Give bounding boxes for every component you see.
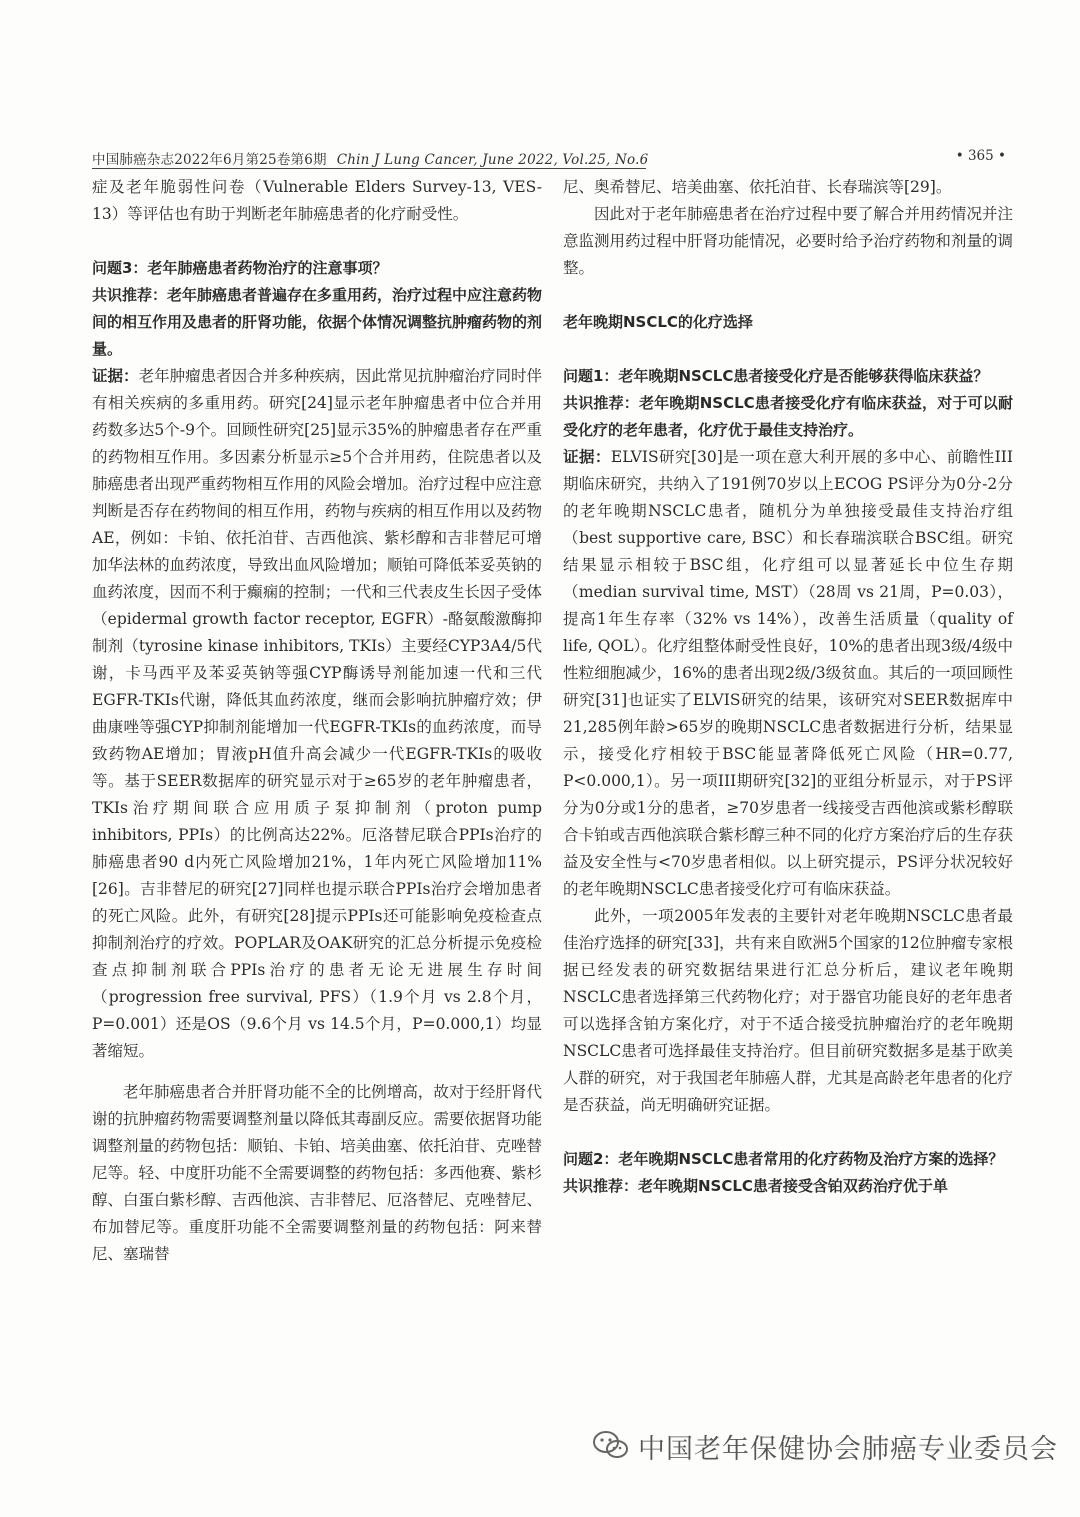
paragraph-therefore: 因此对于老年肺癌患者在治疗过程中要了解合并用药情况并注意监测用药过程中肝肾功能情况，必要时给予治疗药物和剂量的调整。 <box>563 205 1013 277</box>
running-header <box>92 148 1006 168</box>
paragraph-liver-kidney: 老年肺癌患者合并肝肾功能不全的比例增高，故对于经肝肾代谢的抗肿瘤药物需要调整剂量以降低其毒副反应。需要依据肾功能调整剂量的药物包括：顺铂、卡铂、培美曲塞、依托泊苷、克唑替尼等。轻、中度肝功能不全需要调整的药物包括：多西他赛、紫杉醇、白蛋白紫杉醇、吉西他滨、吉非替尼、厄洛替尼、克唑替尼、布加替尼等。重度肝功能不全需要调整剂量的药物包括：阿来替尼、塞瑞替 <box>92 1083 542 1263</box>
spacer <box>563 336 1013 363</box>
right-column <box>563 174 1013 1200</box>
paragraph-2005-study: 此外，一项2005年发表的主要针对老年晚期NSCLC患者最佳治疗选择的研究[33]，共有来自欧洲5个国家的12位肿瘤专家根据已经发表的研究数据结果进行汇总分析后，建议老年晚期NSCLC患者选择第三代药物化疗；对于器官功能良好的老年患者可以选择含铂方案化疗，对于不适合接受抗肿瘤治疗的老年晚期NSCLC患者可选择最佳支持治疗。但目前研究数据多是基于欧美人群的研究，对于我国老年肺癌人群，尤其是高龄老年患者的化疗是否获益，尚无明确研究证据。 <box>563 907 1013 1114</box>
question-2-consensus: 共识推荐：老年晚期NSCLC患者接受含铂双药治疗优于单 <box>563 1177 948 1195</box>
question-3-consensus: 共识推荐：老年肺癌患者普遍存在多重用药，治疗过程中应注意药物间的相互作用及患者的肝肾功能，依据个体情况调整抗肿瘤药物的剂量。 <box>92 286 543 358</box>
paragraph-ves13: 症及老年脆弱性问卷（Vulnerable Elders Survey-13, VES-13）等评估也有助于判断老年肺癌患者的化疗耐受性。 <box>92 178 542 223</box>
left-column <box>92 174 542 1268</box>
spacer <box>563 282 1013 309</box>
journal-name-en: Chin J Lung Cancer, June 2022, Vol.25, No.6 <box>336 152 649 168</box>
question-1-consensus: 共识推荐：老年晚期NSCLC患者接受化疗有临床获益，对于可以耐受化疗的老年患者，化疗优于最佳支持治疗。 <box>563 394 1013 439</box>
page-number: • 365 • <box>955 148 1006 164</box>
journal-name-cn: 中国肺癌杂志2022年6月第25卷第6期 <box>92 152 327 168</box>
spacer <box>563 1119 1013 1146</box>
question-1-evidence <box>563 444 1013 903</box>
spacer <box>92 228 542 255</box>
paragraph-continuation: 尼、奥希替尼、培美曲塞、依托泊苷、长春瑞滨等[29]。 <box>563 178 952 196</box>
evidence-label: 证据： <box>92 367 139 385</box>
watermark <box>592 1425 1058 1465</box>
journal-citation <box>92 148 648 168</box>
wechat-icon <box>592 1429 630 1461</box>
spacer <box>92 1065 542 1079</box>
header-rule <box>92 168 646 169</box>
evidence-text: 老年肿瘤患者因合并多种疾病，因此常见抗肿瘤治疗同时伴有相关疾病的多重用药。研究[24]显示老年肿瘤患者中位合并用药数多达5个-9个。回顾性研究[25]显示35%的肿瘤患者存在严重的药物相互作用。多因素分析显示≥5个合并用药，住院患者以及肺癌患者出现严重药物相互作用的风险会增加。治疗过程中应注意判断是否存在药物间的相互作用，药物与疾病的相互作用以及药物AE，例如：卡铂、依托泊苷、吉西他滨、紫杉醇和吉非替尼可增加华法林的血药浓度，导致出血风险增加；顺铂可降低苯妥英钠的血药浓度，因而不利于癫痫的控制；一代和三代表皮生长因子受体（epidermal growth factor receptor, EGFR）-酪氨酸激酶抑制剂（tyrosine kinase inhibitors, TKIs）主要经CYP3A4/5代谢，卡马西平及苯妥英钠等强CYP酶诱导剂能加速一代和三代EGFR-TKIs代谢，降低其血药浓度，继而会影响抗肿瘤疗效；伊曲康唑等强CYP抑制剂能增加一代EGFR-TKIs的血药浓度，而导致药物AE增加；胃液pH值升高会减少一代EGFR-TKIs的吸收等。基于SEER数据库的研究显示对于≥65岁的老年肿瘤患者，TKIs治疗期间联合应用质子泵抑制剂（proton pump inhibitors, PPIs）的比例高达22%。厄洛替尼联合PPIs治疗的肺癌患者90 d内死亡风险增加21%，1年内死亡风险增加11%[26]。吉非替尼的研究[27]同样也提示联合PPIs治疗会增加患者的死亡风险。此外，有研究[28]提示PPIs还可能影响免疫检查点抑制剂治疗的疗效。POPLAR及OAK研究的汇总分析提示免疫检查点抑制剂联合PPIs治疗的患者无论无进展生存时间（progression free survival, PFS）（1.9个月 vs 2.8个月，P=0.001）还是OS（9.6个月 vs 14.5个月，P=0.000,1）均显著缩短。 <box>92 367 542 1060</box>
watermark-text: 中国老年保健协会肺癌专业委员会 <box>638 1434 1058 1465</box>
question-1-title: 问题1：老年晚期NSCLC患者接受化疗是否能够获得临床获益？ <box>563 367 989 385</box>
question-3-evidence <box>92 363 542 1065</box>
question-3-title: 问题3：老年肺癌患者药物治疗的注意事项？ <box>92 259 388 277</box>
evidence-label: 证据： <box>563 448 611 466</box>
question-2-title: 问题2：老年晚期NSCLC患者常用的化疗药物及治疗方案的选择？ <box>563 1150 1004 1168</box>
section-title: 老年晚期NSCLC的化疗选择 <box>563 313 753 331</box>
evidence-text: ELVIS研究[30]是一项在意大利开展的多中心、前瞻性III期临床研究，共纳入了191例70岁以上ECOG PS评分为0分-2分的老年晚期NSCLC患者，随机分为单独接受最佳支持治疗组（best supportive care, BSC）和长春瑞滨联合BSC组。研究结果显示相较于BSC组，化疗组可以显著延长中位生存期（median survival time, MST）（28周 vs 21周，P=0.03），提高1年生存率（32% vs 14%），改善生活质量（quality of life, QOL）。化疗组整体耐受性良好，10%的患者出现3级/4级中性粒细胞减少，16%的患者出现2级/3级贫血。其后的一项回顾性研究[31]也证实了ELVIS研究的结果，该研究对SEER数据库中21,285例年龄>65岁的晚期NSCLC患者数据进行分析，结果显示，接受化疗相较于BSC能显著降低死亡风险（HR=0.77, P<0.000,1）。另一项III期研究[32]的亚组分析显示，对于PS评分为0分或1分的患者，≥70岁患者一线接受吉西他滨或紫杉醇联合卡铂或吉西他滨联合紫杉醇三种不同的化疗方案治疗后的生存获益及安全性与<70岁患者相似。以上研究提示，PS评分状况较好的老年晚期NSCLC患者接受化疗可有临床获益。 <box>563 448 1013 898</box>
